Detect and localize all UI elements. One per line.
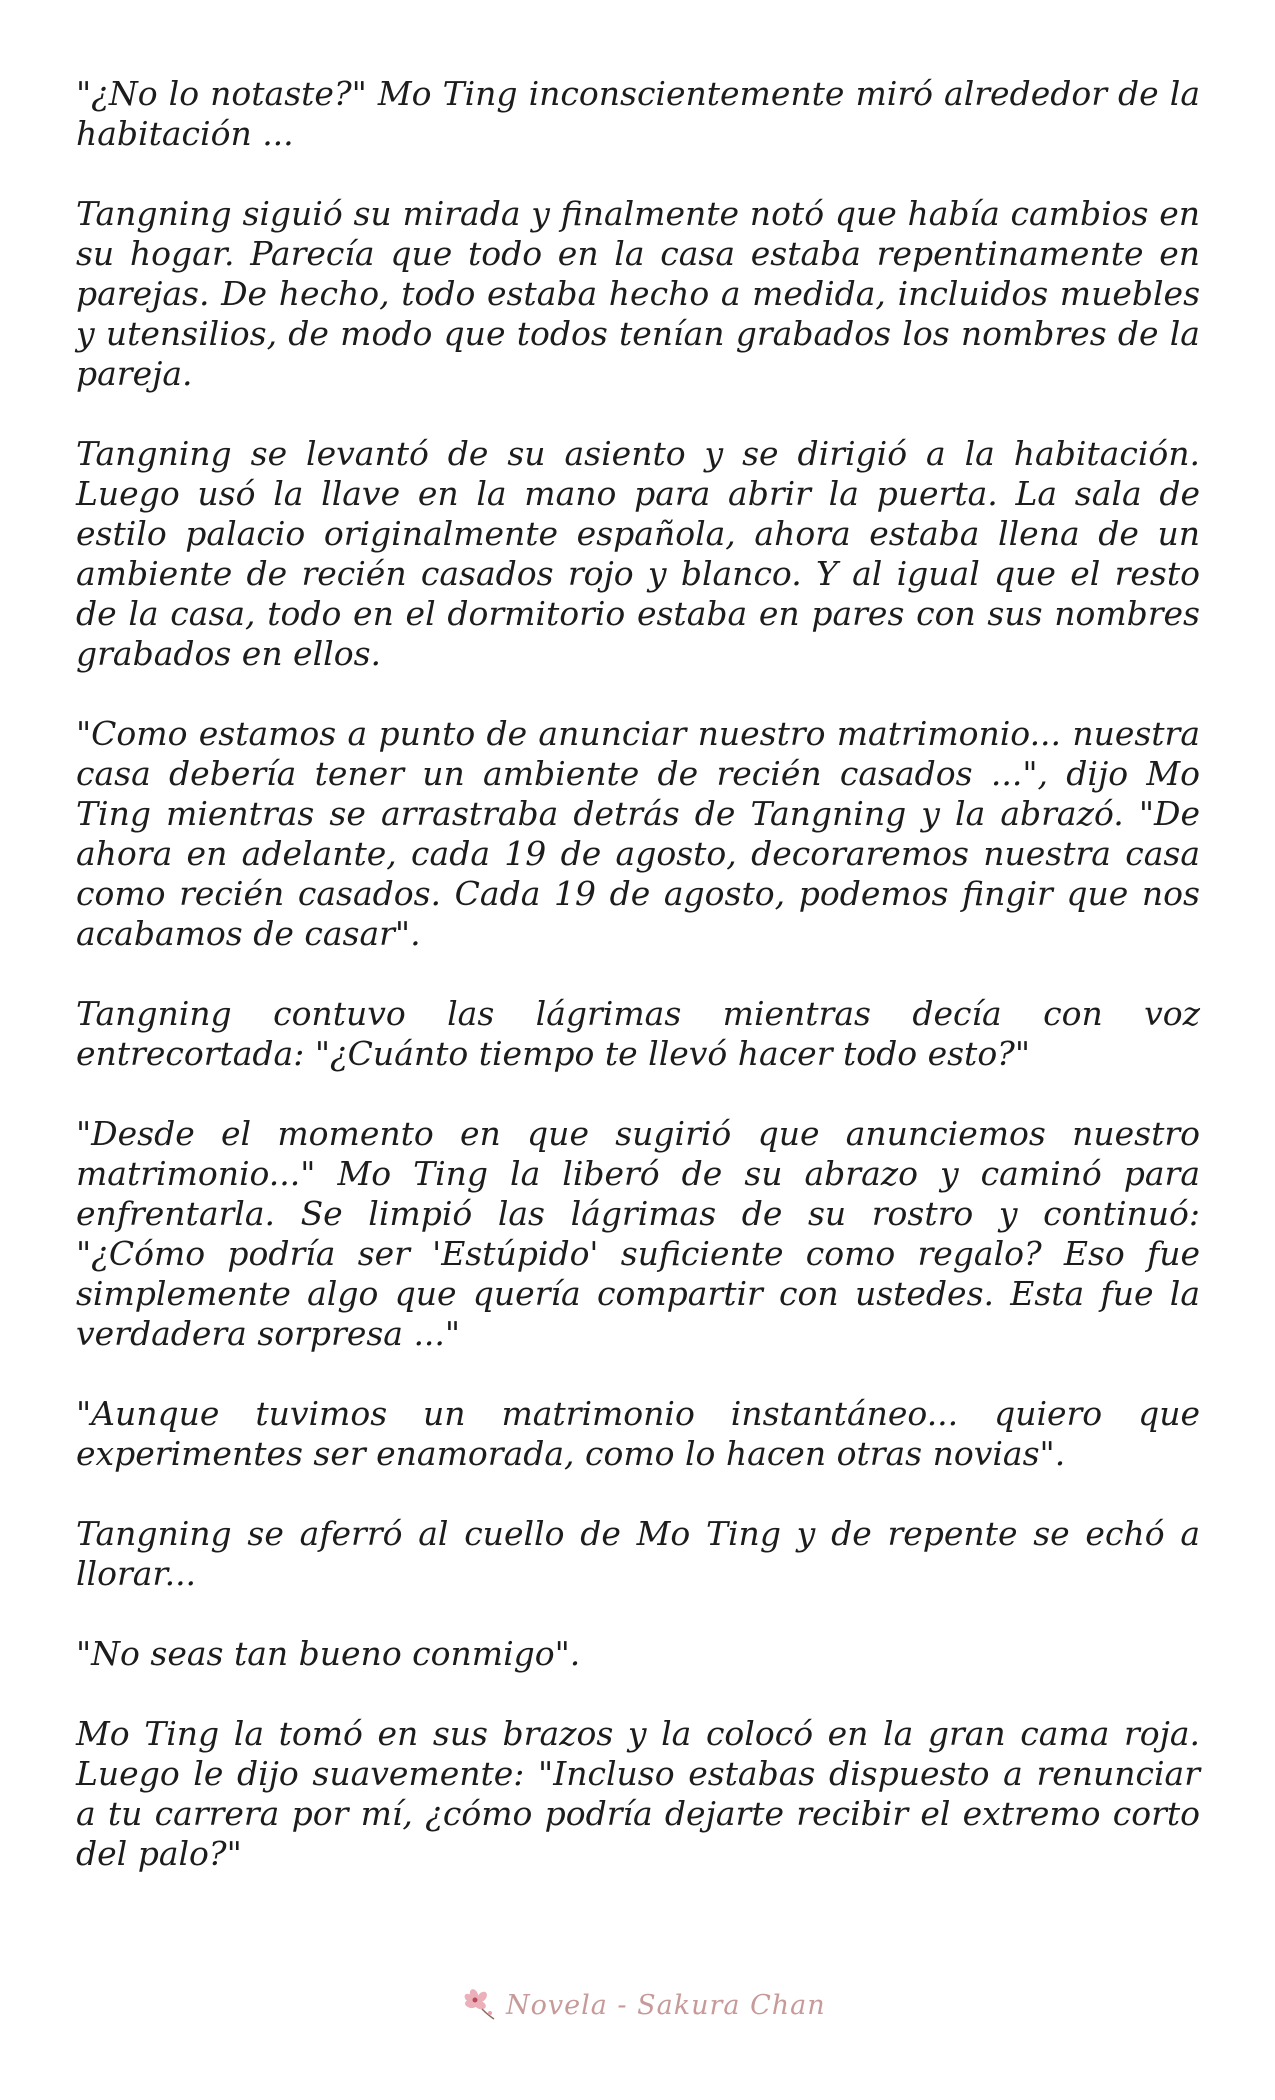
paragraph-5: Tangning contuvo las lágrimas mientras decía con voz entrecortada: "¿Cuánto tiempo te llevó hacer todo esto?" xyxy=(76,994,1200,1073)
paragraph-1: "¿No lo notaste?" Mo Ting inconscientemente miró alrededor de la habitación ... xyxy=(76,74,1200,153)
document-body xyxy=(76,74,1200,1914)
paragraph-6: "Desde el momento en que sugirió que anunciemos nuestro matrimonio..." Mo Ting la liberó de su abrazo y caminó para enfrentarla. Se limpió las lágrimas de su rostro y continuó: "¿Cómo podría ser 'Estúpido' suficiente como regalo? Eso fue simplemente algo que quería compartir con ustedes. Esta fue la verdadera sorpresa ..." xyxy=(76,1114,1200,1353)
paragraph-7: "Aunque tuvimos un matrimonio instantáneo... quiero que experimentes ser enamorada, como lo hacen otras novias". xyxy=(76,1394,1200,1473)
paragraph-3: Tangning se levantó de su asiento y se dirigió a la habitación. Luego usó la llave en la mano para abrir la puerta. La sala de estilo palacio originalmente española, ahora estaba llena de un ambiente de recién casados rojo y blanco. Y al igual que el resto de la casa, todo en el dormitorio estaba en pares con sus nombres grabados en ellos. xyxy=(76,434,1200,673)
paragraph-2: Tangning siguió su mirada y finalmente notó que había cambios en su hogar. Parecía que todo en la casa estaba repentinamente en parejas. De hecho, todo estaba hecho a medida, incluidos muebles y utensilios, de modo que todos tenían grabados los nombres de la pareja. xyxy=(76,194,1200,393)
paragraph-8: Tangning se aferró al cuello de Mo Ting y de repente se echó a llorar... xyxy=(76,1514,1200,1593)
footer-watermark xyxy=(460,1985,826,2025)
paragraph-9: "No seas tan bueno conmigo". xyxy=(76,1634,581,1673)
paragraph-4: "Como estamos a punto de anunciar nuestro matrimonio... nuestra casa debería tener un ambiente de recién casados ...", dijo Mo Ting mientras se arrastraba detrás de Tangning y la abrazó. "De ahora en adelante, cada 19 de agosto, decoraremos nuestra casa como recién casados. Cada 19 de agosto, podemos fingir que nos acabamos de casar". xyxy=(76,714,1200,953)
watermark-label: Novela - Sakura Chan xyxy=(506,1989,826,2021)
paragraph-10: Mo Ting la tomó en sus brazos y la colocó en la gran cama roja. Luego le dijo suavemente: "Incluso estabas dispuesto a renunciar a tu carrera por mí, ¿cómo podría dejarte recibir el extremo corto del palo?" xyxy=(76,1714,1200,1873)
sakura-flower-icon xyxy=(460,1985,500,2025)
